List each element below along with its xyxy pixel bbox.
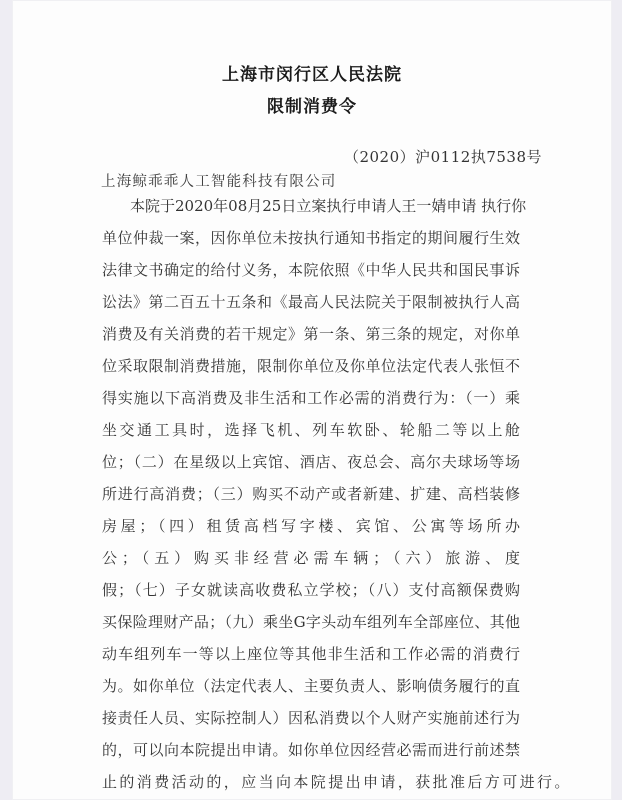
body-line: 假；（七）子女就读高收费私立学校；（八）支付高额保费购 [102, 581, 520, 599]
document-type-heading: 限制消费令 [267, 97, 357, 117]
restriction-order-document [12, 0, 612, 800]
body-line: 单位仲裁一案，因你单位未按执行通知书指定的期间履行生效 [102, 229, 520, 247]
body-line: 所进行高消费；（三）购买不动产或者新建、扩建、高档装修 [102, 485, 520, 503]
body-line: 公；（五）购买非经营必需车辆；（六）旅游、度 [102, 549, 520, 567]
body-line: 讼法》第二百五十五条和《最高人民法院关于限制被执行人高 [102, 293, 520, 311]
body-line: 位采取限制消费措施，限制你单位及你单位法定代表人张恒不 [102, 357, 520, 375]
body-line: 本院于2020年08月25日立案执行申请人王一婧申请 执行你 [130, 197, 527, 215]
body-line: 动车组列车一等以上座位等其他非生活和工作必需的消费行 [102, 645, 520, 663]
document-page [12, 0, 612, 800]
court-name-heading: 上海市闵行区人民法院 [222, 65, 402, 85]
addressee: 上海鲸乖乖人工智能科技有限公司 [101, 174, 337, 190]
case-number: （2020）沪0112执7538号 [343, 148, 542, 166]
body-line: 买保险理财产品；（九）乘坐G字头动车组列车全部座位、其他 [102, 613, 520, 631]
body-line: 的，可以向本院提出申请。如你单位因经营必需而进行前述禁 [102, 741, 520, 759]
body-line: 止的消费活动的，应当向本院提出申请，获批准后方可进行。 [102, 773, 572, 791]
body-line: 房屋；（四）租赁高档写字楼、宾馆、公寓等场所办 [102, 517, 520, 535]
body-line: 得实施以下高消费及非生活和工作必需的消费行为：（一）乘 [102, 389, 520, 407]
body-line: 坐交通工具时，选择飞机、列车软卧、轮船二等以上舱 [102, 421, 520, 439]
body-line: 消费及有关消费的若干规定》第一条、第三条的规定，对你单 [102, 325, 520, 343]
body-line: 为。如你单位（法定代表人、主要负责人、影响债务履行的直 [102, 677, 520, 695]
body-line: 位；（二）在星级以上宾馆、酒店、夜总会、高尔夫球场等场 [102, 453, 520, 471]
body-line: 法律文书确定的给付义务，本院依照《中华人民共和国民事诉 [102, 261, 520, 279]
body-line: 接责任人员、实际控制人）因私消费以个人财产实施前述行为 [102, 709, 520, 727]
